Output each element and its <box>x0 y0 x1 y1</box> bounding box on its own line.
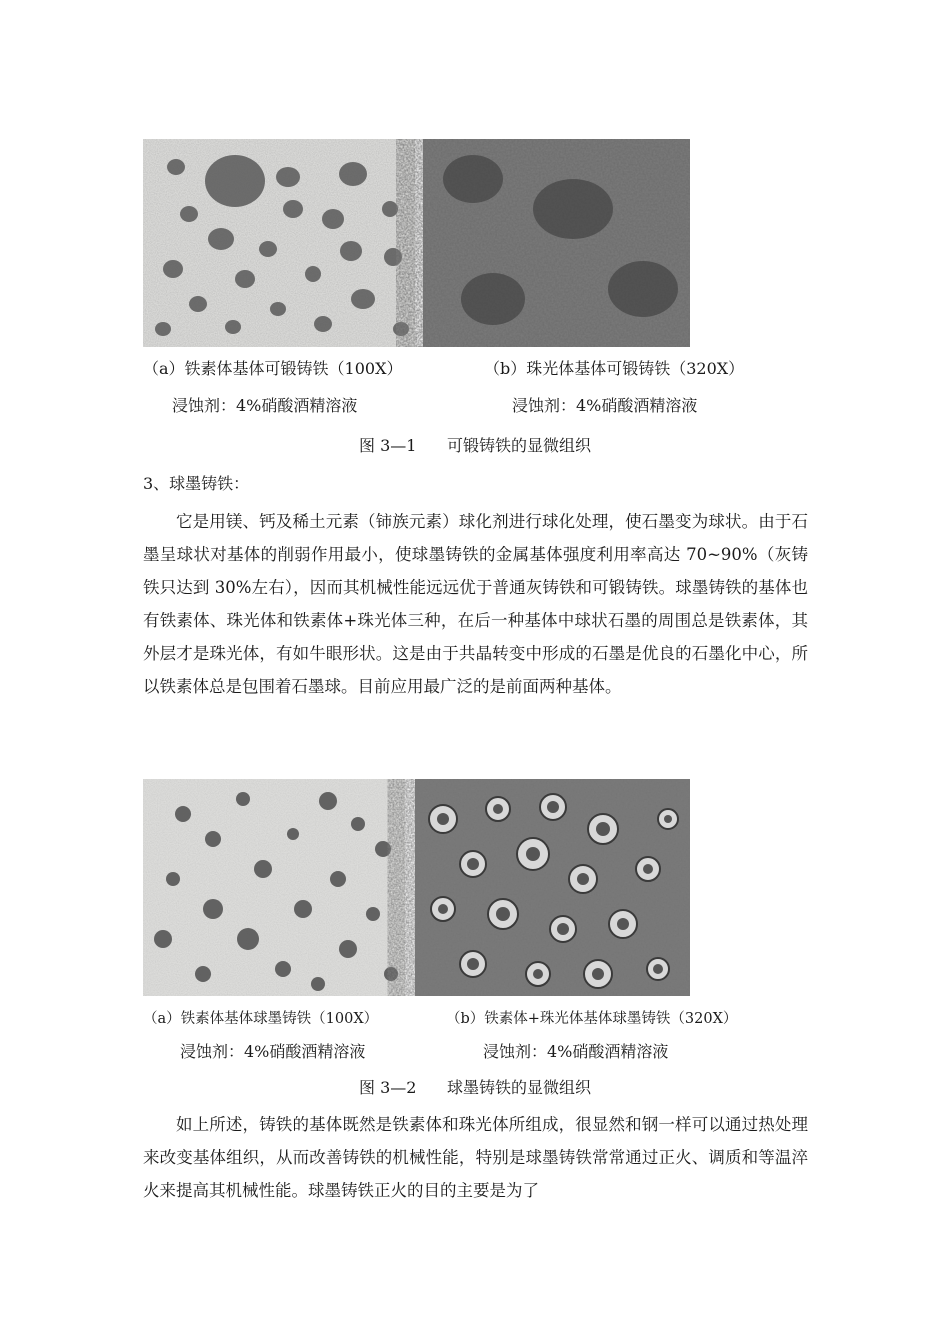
figure-3-1-title: 图 3—1 可锻铸铁的显微组织 <box>359 436 591 455</box>
figure-3-1-caption-b: （b）珠光体基体可锻铸铁（320X） <box>484 359 745 378</box>
figure-3-2-etchant-b: 浸蚀剂：4%硝酸酒精溶液 <box>483 1042 669 1061</box>
micrograph-ferritic-nodular <box>143 779 405 996</box>
figure-3-1-etchant-b: 浸蚀剂：4%硝酸酒精溶液 <box>512 396 698 415</box>
micrograph-ferritic-pearlitic-nodular <box>415 779 690 996</box>
figure-3-2-caption-a: （a）铁素体基体球墨铸铁（100X） <box>143 1011 379 1027</box>
figure-3-2-etchant-a: 浸蚀剂：4%硝酸酒精溶液 <box>180 1042 366 1061</box>
paragraph-heat-treatment: 如上所述，铸铁的基体既然是铁素体和珠光体所组成，很显然和钢一样可以通过热处理来改变基体组织，从而改善铸铁的机械性能，特别是球墨铸铁常常通过正火、调质和等温淬火来提高其机械性能。球墨铸铁正火的目的主要是为了 <box>143 1115 808 1200</box>
section-heading: 3、球墨铸铁： <box>143 474 250 493</box>
micrograph-pearlitic-malleable <box>423 139 690 347</box>
micrograph-pair-malleable-iron <box>143 139 690 347</box>
figure-3-1-caption-a: （a）铁素体基体可锻铸铁（100X） <box>143 359 403 378</box>
figure-3-2-caption-b: （b）铁素体+珠光体基体球墨铸铁（320X） <box>446 1011 738 1027</box>
figure-3-2-title: 图 3—2 球墨铸铁的显微组织 <box>359 1078 591 1097</box>
figure-3-1-photos <box>143 139 690 347</box>
micrograph-ferritic-malleable <box>143 139 415 347</box>
micrograph-pair-nodular-iron <box>143 779 690 996</box>
figure-3-1-etchant-a: 浸蚀剂：4%硝酸酒精溶液 <box>172 396 358 415</box>
paragraph-nodular-iron: 它是用镁、钙及稀土元素（铈族元素）球化剂进行球化处理，使石墨变为球状。由于石墨呈球状对基体的削弱作用最小，使球墨铸铁的金属基体强度利用率高达 70~90%（灰铸铁只达到 30%左右），因而其机械性能远远优于普通灰铸铁和可锻铸铁。球墨铸铁的基体也有铁素体、珠光体和铁素体+珠光体三种，在后一种基体中球状石墨的周围总是铁素体，其外层才是珠光体，有如牛眼形状。这是由于共晶转变中形成的石墨是优良的石墨化中心，所以铁素体总是包围着石墨球。目前应用最广泛的是前面两种基体。 <box>143 512 808 696</box>
figure-3-2-photos <box>143 779 690 996</box>
